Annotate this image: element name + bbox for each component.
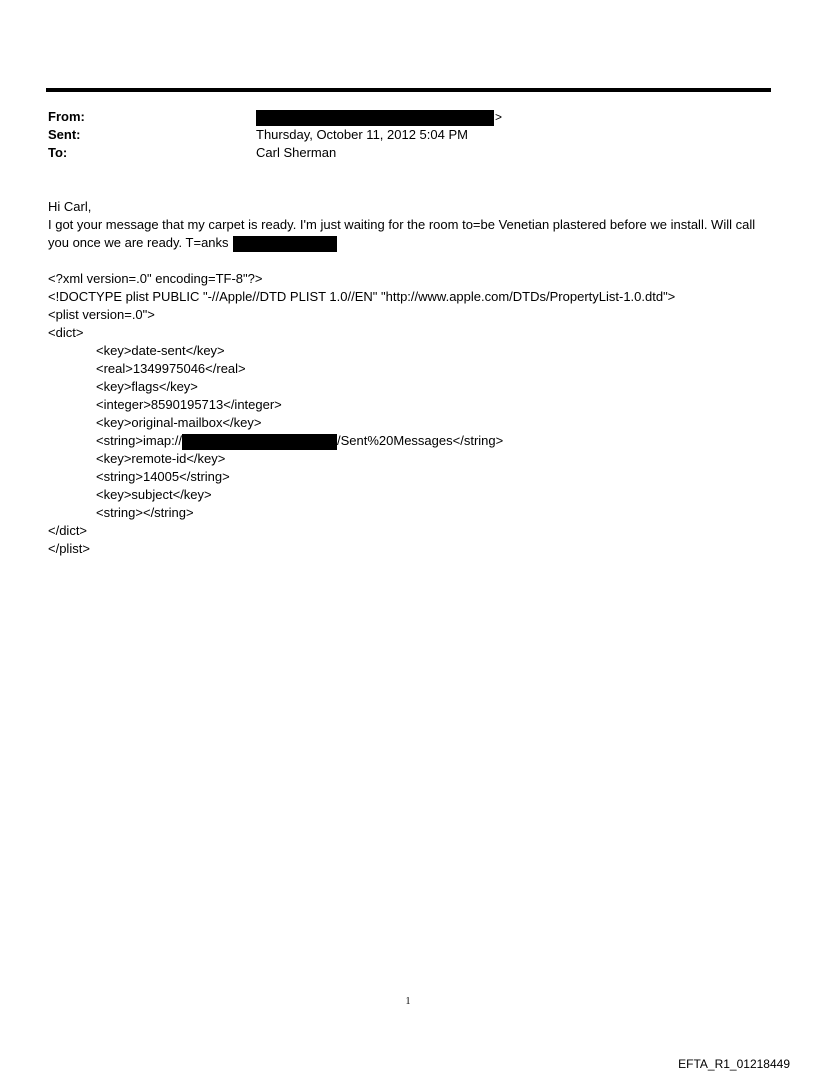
mailbox-prefix: <string>imap://: [96, 433, 182, 448]
document-id: EFTA_R1_01218449: [678, 1057, 790, 1071]
mailbox-line: [48, 432, 774, 450]
plist-entry: <key>date-sent</key>: [96, 343, 225, 358]
doctype-line: <!DOCTYPE plist PUBLIC "-//Apple//DTD PLIST 1.0//EN" "http://www.apple.com/DTDs/PropertyList-1.0.dtd">: [48, 289, 676, 304]
plist-entry: <real>1349975046</real>: [96, 361, 246, 376]
header-divider: [46, 88, 771, 92]
to-label: To:: [48, 145, 68, 160]
sent-value: Thursday, October 11, 2012 5:04 PM: [256, 127, 468, 142]
greeting: Hi Carl,: [48, 199, 92, 214]
to-value: Carl Sherman: [256, 145, 337, 160]
page-number: 1: [405, 996, 411, 1007]
from-label: From:: [48, 109, 85, 124]
redaction-box: [182, 434, 337, 450]
sent-label: Sent:: [48, 127, 81, 142]
dict-close: </dict>: [48, 523, 88, 538]
plist-entry: <string></string>: [96, 505, 194, 520]
redaction-box: [256, 110, 494, 126]
message-paragraph: [48, 216, 774, 252]
plist-entry: <string>14005</string>: [96, 469, 230, 484]
dict-open: <dict>: [48, 325, 84, 340]
xml-declaration: <?xml version=.0" encoding=TF-8"?>: [48, 271, 263, 286]
plist-entry: <key>flags</key>: [96, 379, 198, 394]
plist-entry: <key>subject</key>: [96, 487, 212, 502]
from-trailing-char: >: [495, 110, 503, 124]
plist-entry: <key>remote-id</key>: [96, 451, 226, 466]
plist-entry: <integer>8590195713</integer>: [96, 397, 282, 412]
paragraph-spacer: [48, 252, 774, 270]
mailbox-suffix: /Sent%20Messages</string>: [337, 433, 504, 448]
plist-entry: <key>original-mailbox</key>: [96, 415, 262, 430]
redaction-box: [233, 236, 337, 252]
from-value: [256, 108, 502, 126]
plist-close: </plist>: [48, 541, 90, 556]
email-body: [48, 198, 774, 558]
message-text: I got your message that my carpet is ready. I'm just waiting for the room to=be Venetian plastered before we install. Will call you once we are ready. T=anks: [48, 217, 756, 250]
plist-open: <plist version=.0">: [48, 307, 155, 322]
